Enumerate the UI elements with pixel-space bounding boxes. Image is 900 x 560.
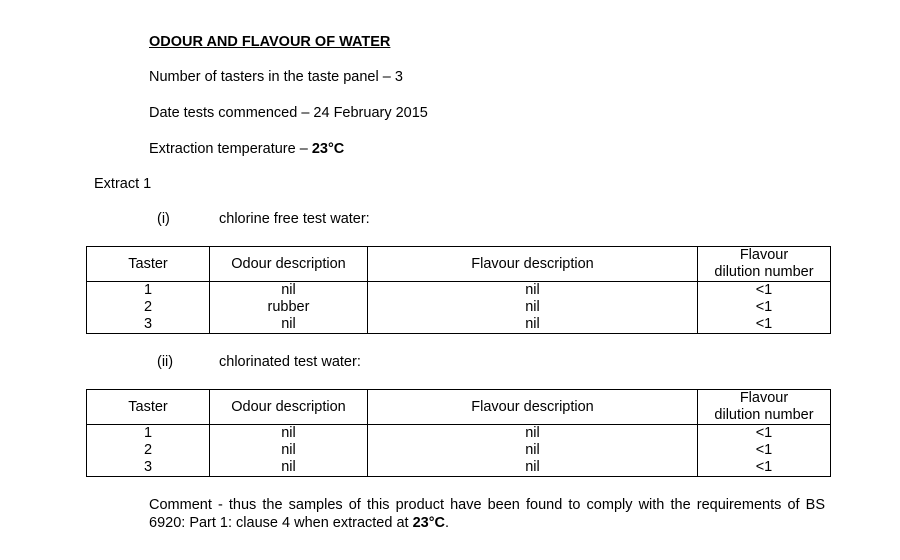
- odour-cell: nil: [210, 316, 368, 334]
- flavour-column-header: Flavour description: [368, 390, 698, 425]
- flavour-cell: nil: [368, 299, 698, 316]
- dilution-cell: <1: [698, 459, 831, 477]
- table-header-row: [87, 390, 831, 425]
- flavour-cell: nil: [368, 425, 698, 443]
- flavour-cell: nil: [368, 282, 698, 300]
- taster-column-header: Taster: [87, 247, 210, 282]
- chlorinated-results-table: [86, 389, 831, 477]
- date-commenced-line: Date tests commenced – 24 February 2015: [149, 105, 428, 121]
- comment-paragraph: [149, 496, 825, 532]
- comment-end: .: [444, 515, 450, 531]
- dilution-header-line-1: Flavour: [739, 390, 789, 406]
- odour-cell: nil: [210, 442, 368, 459]
- table-row: [87, 459, 831, 477]
- taster-cell: 1: [87, 425, 210, 443]
- odour-cell: nil: [210, 425, 368, 443]
- table-row: [87, 442, 831, 459]
- dilution-cell: <1: [698, 425, 831, 443]
- dilution-header-line-1: Flavour: [739, 247, 789, 263]
- dilution-cell: <1: [698, 299, 831, 316]
- extract-label: Extract 1: [94, 176, 152, 192]
- dilution-header-line-2: dilution number: [714, 264, 814, 280]
- odour-column-header: Odour description: [210, 247, 368, 282]
- taster-cell: 2: [87, 299, 210, 316]
- dilution-number-column-header: [698, 390, 831, 425]
- section-1-numeral: (i): [157, 211, 170, 227]
- taster-cell: 1: [87, 282, 210, 300]
- odour-cell: nil: [210, 459, 368, 477]
- extraction-temperature-line: [149, 140, 344, 158]
- section-2-label: chlorinated test water:: [219, 354, 361, 370]
- table-header-row: [87, 247, 831, 282]
- flavour-column-header: Flavour description: [368, 247, 698, 282]
- section-2-numeral: (ii): [157, 354, 174, 370]
- dilution-header-line-2: dilution number: [714, 407, 814, 423]
- taster-column-header: Taster: [87, 390, 210, 425]
- odour-cell: nil: [210, 282, 368, 300]
- taster-cell: 3: [87, 316, 210, 334]
- dilution-cell: <1: [698, 442, 831, 459]
- dilution-number-column-header: [698, 247, 831, 282]
- flavour-cell: nil: [368, 442, 698, 459]
- flavour-cell: nil: [368, 316, 698, 334]
- odour-cell: rubber: [210, 299, 368, 316]
- extraction-temperature-label: Extraction temperature –: [149, 141, 312, 157]
- table-row: [87, 316, 831, 334]
- tasters-count-line: Number of tasters in the taste panel – 3: [149, 69, 403, 85]
- table-row: [87, 282, 831, 300]
- dilution-cell: <1: [698, 282, 831, 300]
- taster-cell: 2: [87, 442, 210, 459]
- extraction-temperature-value: 23°C: [311, 141, 345, 157]
- odour-column-header: Odour description: [210, 390, 368, 425]
- flavour-cell: nil: [368, 459, 698, 477]
- chlorine-free-results-table: [86, 246, 831, 334]
- taster-cell: 3: [87, 459, 210, 477]
- comment-temperature: 23°C: [412, 515, 445, 531]
- section-1-label: chlorine free test water:: [219, 211, 370, 227]
- table-row: [87, 425, 831, 443]
- document-title: ODOUR AND FLAVOUR OF WATER: [149, 34, 391, 50]
- dilution-cell: <1: [698, 316, 831, 334]
- comment-text: Comment - thus the samples of this product have been found to comply with the requirements of BS 6920: Part 1: clause 4 when extracted at: [149, 497, 825, 531]
- table-row: [87, 299, 831, 316]
